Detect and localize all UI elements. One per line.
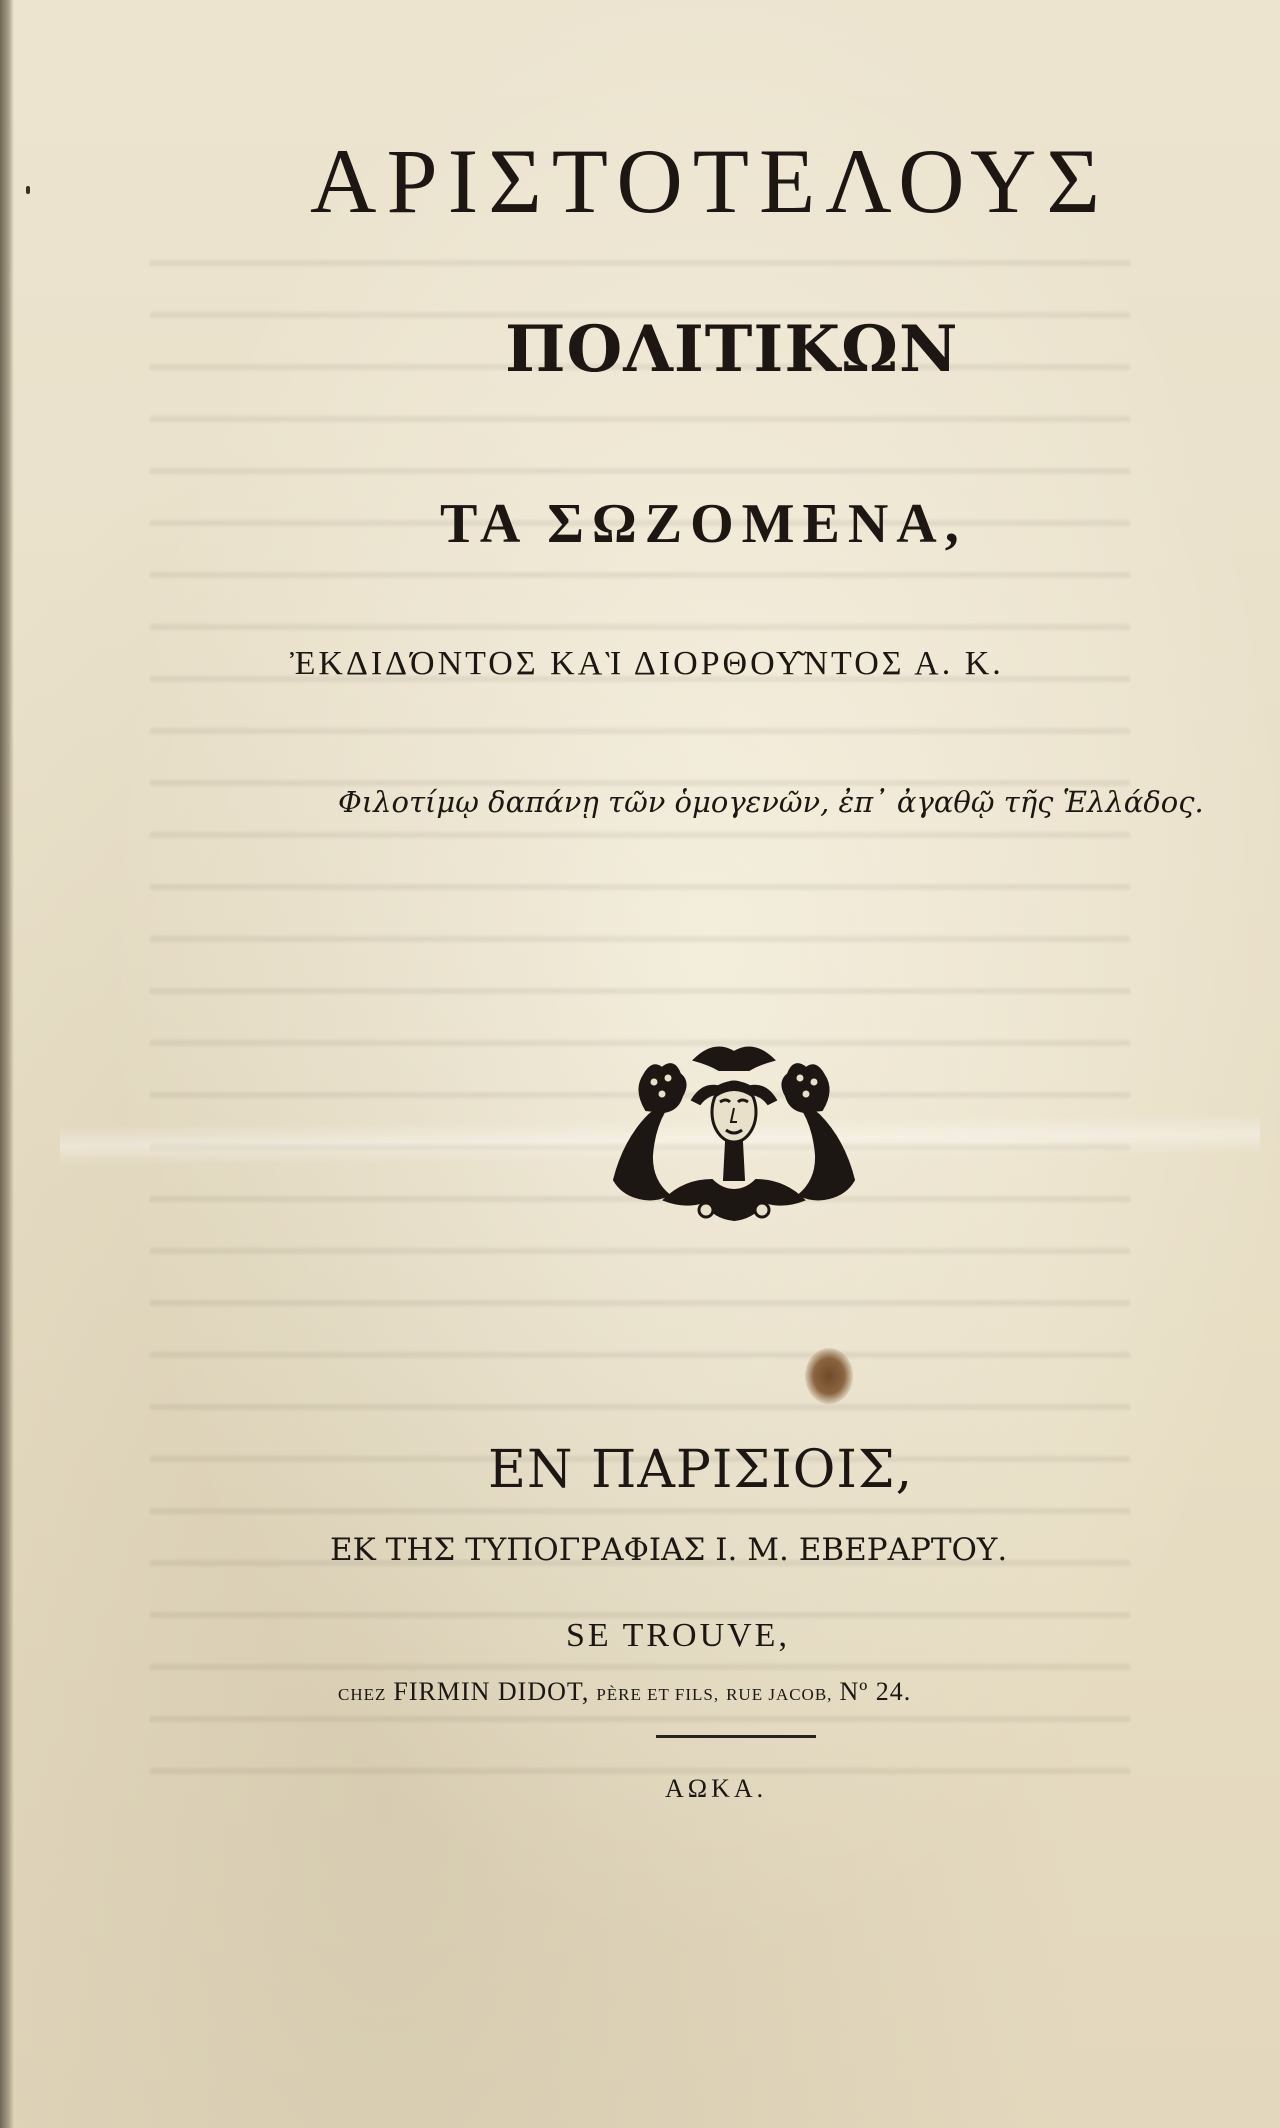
foxing-stain xyxy=(805,1348,853,1404)
work-title: ΠΟΛΙΤΙΚΩΝ xyxy=(505,312,959,387)
imprint-printer: ΕΚ ΤΗΣ ΤΥΠΟΓΡΑΦΙΑΣ Ι. Μ. ΕΒΕΡΑΡΤΟΥ. xyxy=(330,1532,1008,1568)
imprint-place: ΕΝ ΠΑΡΙΣΙΟΙΣ, xyxy=(488,1440,914,1500)
seller-name: FIRMIN DIDOT, xyxy=(393,1677,590,1706)
se-trouve-line: SE TROUVE, xyxy=(566,1617,790,1654)
margin-mark xyxy=(26,186,30,194)
dedication-line: Φιλοτίμῳ δαπάνῃ τῶν ὁμογενῶν, ἐπ᾽ ἀγαθῷ τῆς Ἑλλάδος. xyxy=(338,785,1204,819)
seller-rue: RUE JACOB, xyxy=(726,1685,833,1704)
seller-pere-fils: PÈRE ET FILS, xyxy=(596,1685,720,1704)
author-heading: ΑΡΙΣΤΟΤΕΛΟΥΣ xyxy=(310,130,1110,232)
extant-subtitle: ΤΑ ΣΩΖΟΜΕΝΑ, xyxy=(440,493,967,555)
imprint-date: ΑΩΚΑ. xyxy=(665,1774,768,1803)
seller-chez: CHEZ xyxy=(338,1685,387,1704)
binding-edge xyxy=(0,0,14,2128)
divider-rule xyxy=(656,1735,816,1738)
printer-ornament-icon xyxy=(594,1030,874,1240)
editor-line: ἘΚΔΙΔΌΝΤΟΣ ΚΑῚ ΔΙΟΡΘΟΥ͂ΝΤΟΣ Α. Κ. xyxy=(290,645,1004,682)
seller-number: Nº 24. xyxy=(839,1677,912,1706)
seller-line xyxy=(338,1677,1198,1707)
